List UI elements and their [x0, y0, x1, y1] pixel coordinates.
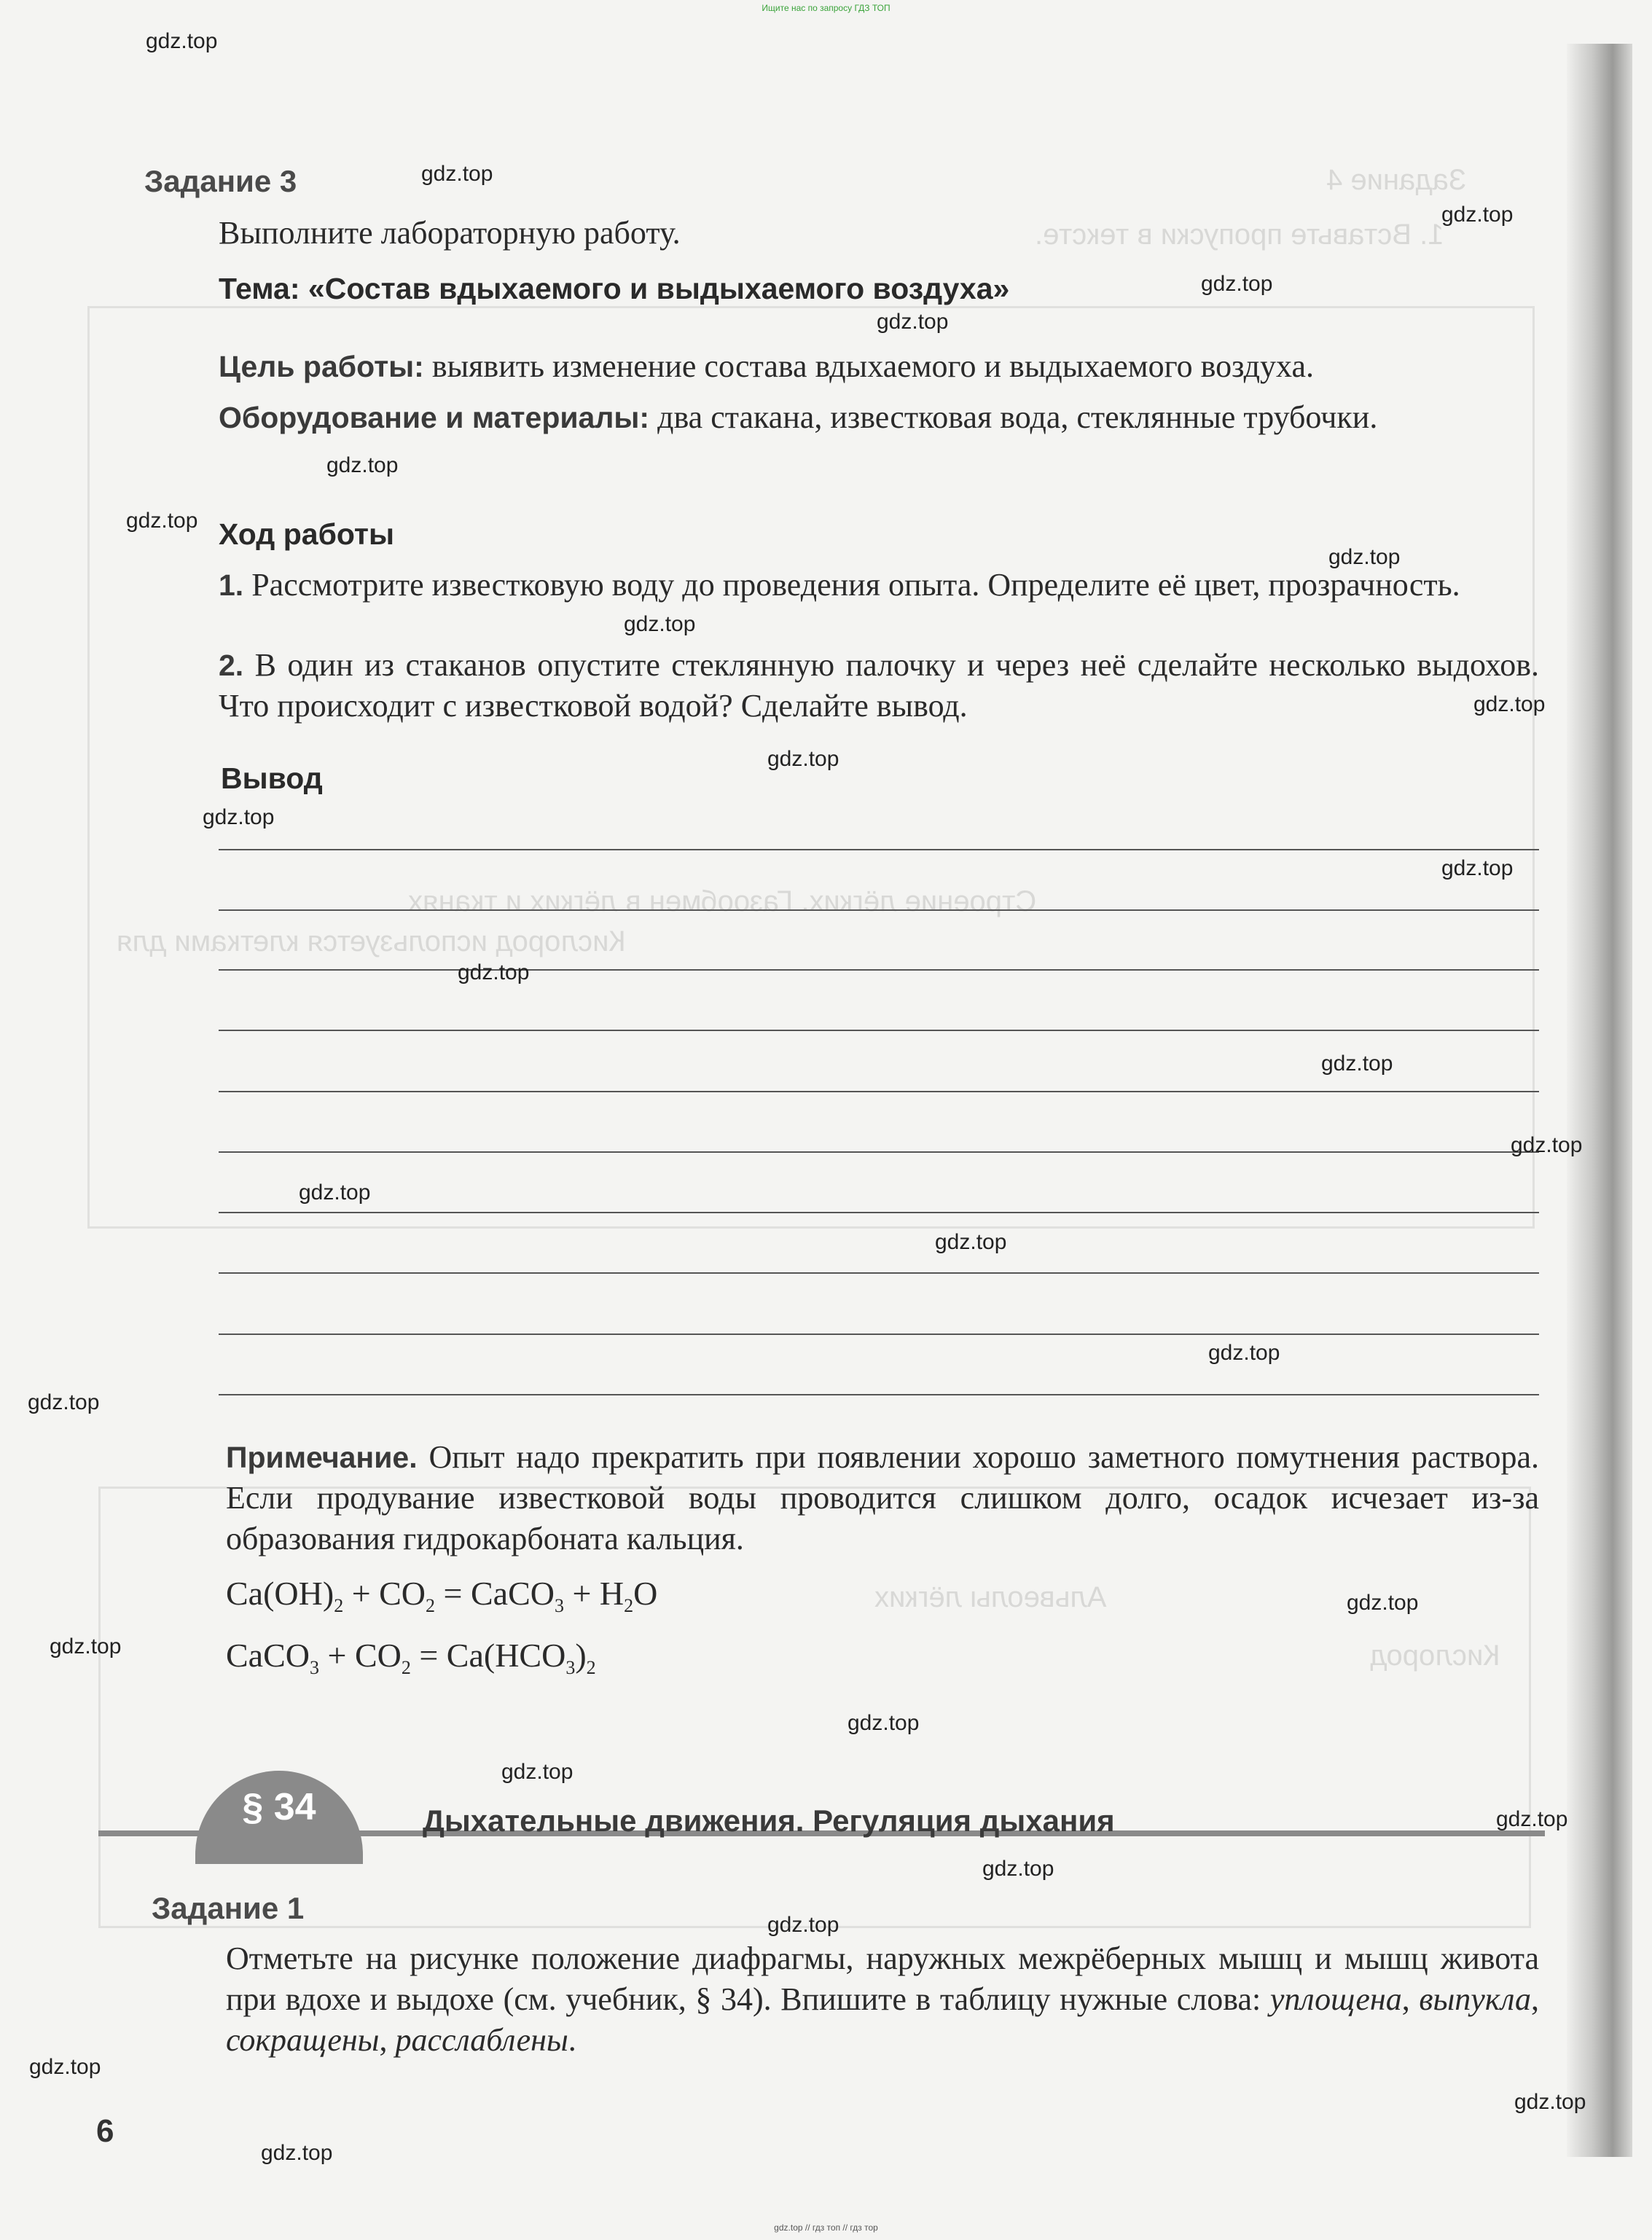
answer-line[interactable]	[219, 1151, 1539, 1153]
topic-label: Тема:	[219, 272, 300, 305]
watermark: gdz.top	[421, 162, 493, 186]
answer-line[interactable]	[219, 1272, 1539, 1274]
task3-heading: Задание 3	[144, 164, 297, 198]
watermark: gdz.top	[935, 1230, 1007, 1254]
task3-topic	[219, 268, 1009, 309]
task3-goal	[219, 346, 1539, 387]
task1-instruction: Отметьте на рисунке положение диафрагмы, наружных межрёберных мышц и мышц живота при вдохе и выдохе (см. учебник, § 34). Впишите в таблицу нужные слова:	[226, 1941, 1539, 2017]
watermark: gdz.top	[203, 805, 275, 829]
watermark: gdz.top	[326, 453, 399, 477]
topic-text: «Состав вдыхаемого и выдыхаемого воздуха»	[308, 272, 1010, 305]
bleed-through-text: Альвеолы лёгких	[874, 1581, 1107, 1613]
section-number: § 34	[242, 1786, 316, 1828]
watermark: gdz.top	[877, 310, 949, 334]
watermark: gdz.top	[146, 29, 218, 53]
equipment-label: Оборудование и материалы:	[219, 401, 650, 434]
answer-line[interactable]	[219, 1212, 1539, 1213]
step1-text: Рассмотрите известковую воду до проведения опыта. Определите её цвет, прозрачность.	[251, 567, 1460, 603]
task3-intro: Выполните лабораторную работу.	[219, 215, 681, 251]
answer-line[interactable]	[219, 969, 1539, 971]
watermark: gdz.top	[1496, 1807, 1568, 1831]
answer-line[interactable]	[219, 849, 1539, 850]
bleed-through-text: Кислород	[1370, 1640, 1500, 1672]
answer-line[interactable]	[219, 1030, 1539, 1031]
bottom-banner: gdz.top // гдз топ // гдз тор	[774, 2223, 878, 2233]
step1-number: 1.	[219, 568, 244, 602]
step2-text: В один из стаканов опустите стеклянную палочку и через неё сделайте несколько выдохов. Что происходит с известковой водой? Сделайте вывод.	[219, 647, 1540, 724]
watermark: gdz.top	[1441, 856, 1514, 880]
bleed-through-text: Задание 4	[1326, 164, 1467, 196]
answer-line[interactable]	[219, 1091, 1539, 1092]
note	[226, 1437, 1539, 1559]
watermark: gdz.top	[982, 1857, 1054, 1881]
top-banner: Ищите нас по запросу ГДЗ ТОП	[762, 3, 890, 13]
step1	[219, 565, 1539, 606]
bleed-through-text: 1. Вставьте пропуски в тексте.	[1035, 219, 1444, 251]
equipment-text: два стакана, известковая вода, стеклянные трубочки.	[657, 399, 1378, 435]
goal-text: выявить изменение состава вдыхаемого и выдыхаемого воздуха.	[431, 348, 1314, 384]
answer-line[interactable]	[219, 909, 1539, 911]
watermark: gdz.top	[1441, 203, 1514, 227]
task1-text: Отметьте на рисунке положение диафрагмы, наружных межрёберных мышц и мышц живота при вдохе и выдохе (см. учебник, § 34). Впишите в таблицу нужные слова: уплощена, выпукла, сокращены, расслаблены.	[226, 1941, 1540, 2058]
watermark: gdz.top	[1321, 1052, 1393, 1076]
answer-line[interactable]	[219, 1334, 1539, 1335]
procedure-heading: Ход работы	[219, 517, 395, 551]
formula-2: CaCO$_3$ + $CO_2 = Ca(HCO_3)_2$	[226, 1637, 596, 1679]
note-text: Опыт надо прекратить при появлении хорошо заметного помутнения раствора. Если продувание известковой воды проводится слишком долго, осадок исчезает из-за образования гидрокарбоната кальция.	[226, 1439, 1539, 1556]
bleed-through-text: Кислород используется клетками для	[117, 925, 626, 958]
watermark: gdz.top	[624, 612, 696, 636]
watermark: gdz.top	[847, 1711, 920, 1735]
word-relaxed: расслаблены	[395, 2022, 568, 2058]
section-title: Дыхательные движения. Регуляция дыхания	[423, 1804, 1115, 1838]
formula-1: $Ca(OH)_2 + CO_2$ = CaCO$_3$ + $H_2O$	[226, 1575, 658, 1617]
task3-equipment	[219, 397, 1539, 438]
step2-number: 2.	[219, 649, 244, 682]
watermark: gdz.top	[1511, 1133, 1583, 1157]
bleed-through-text: Строение лёгких. Газообмен в лёгких и тканях	[408, 885, 1037, 917]
watermark: gdz.top	[299, 1180, 371, 1205]
watermark: gdz.top	[767, 747, 839, 771]
watermark: gdz.top	[458, 960, 530, 984]
watermark: gdz.top	[29, 2055, 101, 2079]
task1-heading: Задание 1	[152, 1891, 305, 1925]
watermark: gdz.top	[1208, 1341, 1280, 1365]
answer-line[interactable]	[219, 1394, 1539, 1395]
word-flattened: уплощена	[1269, 1981, 1402, 2017]
watermark: gdz.top	[501, 1760, 573, 1784]
watermark: gdz.top	[1201, 272, 1273, 296]
watermark: gdz.top	[1347, 1591, 1419, 1615]
watermark: gdz.top	[767, 1913, 839, 1937]
word-convex: выпукла	[1419, 1981, 1532, 2017]
goal-label: Цель работы:	[219, 350, 424, 383]
note-label: Примечание.	[226, 1441, 418, 1474]
step2	[219, 645, 1539, 727]
watermark: gdz.top	[126, 509, 198, 533]
word-contracted: сокращены	[226, 2022, 380, 2058]
watermark: gdz.top	[1514, 2090, 1586, 2114]
page-edge-shadow	[1567, 44, 1632, 2157]
page-number: 6	[96, 2113, 114, 2149]
conclusion-heading: Вывод	[221, 761, 323, 795]
watermark: gdz.top	[261, 2141, 333, 2165]
watermark: gdz.top	[1473, 692, 1546, 716]
watermark: gdz.top	[50, 1634, 122, 1659]
watermark: gdz.top	[28, 1390, 100, 1414]
watermark: gdz.top	[1328, 545, 1401, 569]
